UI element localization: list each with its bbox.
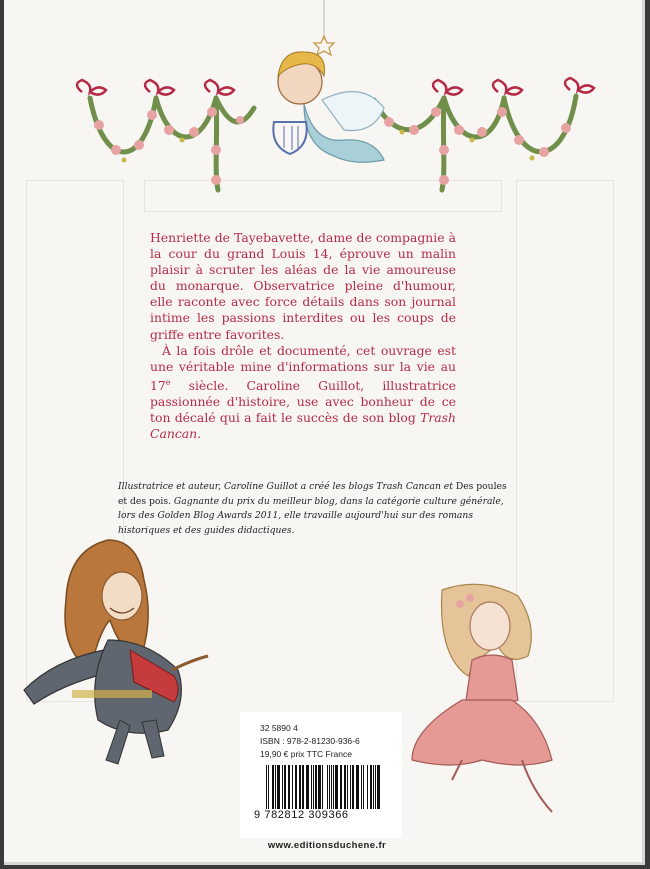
blurb-p2-part-a: À la fois drôle et documenté, cet ouvrage est une véritable mine d'informations sur la vie au 17: [150, 342, 456, 393]
barcode-bar: [350, 765, 351, 809]
barcode-bar: [313, 765, 314, 809]
cupid-illustration: [273, 52, 384, 162]
barcode-bar: [308, 765, 309, 809]
barcode-bar: [345, 765, 346, 809]
blurb-p2-end: .: [197, 426, 202, 442]
barcode-bar: [331, 765, 332, 809]
barcode-bar: [357, 765, 358, 809]
barcode-bar: [329, 765, 330, 809]
barcode-bar: [336, 765, 337, 809]
barcode-bar: [300, 765, 301, 809]
barcode-bar: [333, 765, 334, 809]
barcode-bar: [379, 765, 380, 809]
barcode-bar: [273, 765, 274, 809]
bio-part-1: Illustratrice et auteur, Caroline Guillot a créé les blogs Trash Cancan et: [118, 481, 456, 492]
bio-part-3: . Gagnante du prix du meilleur blog, dans la catégorie culture générale, lors des Golden Blog Awards 2011, elle travaille aujourd'hui sur des romans historiques et des guides didactiques.: [118, 495, 504, 536]
barcode-bar: [279, 765, 280, 809]
barcode-bar: [371, 765, 372, 809]
flower-garland-illustration: [4, 0, 642, 215]
barcode-bar: [278, 765, 279, 809]
barcode-bar: [315, 765, 316, 809]
barcode-bar: [370, 765, 371, 809]
barcode-bar: [285, 765, 286, 809]
barcode-bar: [319, 765, 320, 809]
blurb-paragraph-1: Henriette de Tayebavette, dame de compagnie à la cour du grand Louis 14, éprouve un malin plaisir à scruter les aléas de la vie amoureuse du monarque. Observatrice pleine d'humour, elle raconte avec force détails dans son journal intime les passions interdites ou les coups de griffe entre favorites.: [150, 230, 456, 342]
barcode-bar: [356, 765, 357, 809]
barcode-bar: [316, 765, 317, 809]
blurb-p2-part-b: siècle. Caroline Guillot, illustratrice passionnée d'histoire, use avec bonheur de ce ton décalé qui a fait le succès de son blog: [150, 377, 456, 426]
barcode-bar: [320, 765, 321, 809]
barcode-bar: [318, 765, 319, 809]
barcode-bar: [341, 765, 342, 809]
barcode-bar: [347, 765, 348, 809]
barcode-bar: [373, 765, 374, 809]
isbn-label: ISBN : 978-2-81230-936-6: [260, 736, 360, 746]
barcode-bar: [358, 765, 359, 809]
barcode-bar: [375, 765, 376, 809]
price-label: 19,90 € prix TTC France: [260, 749, 352, 759]
barcode-bar: [277, 765, 278, 809]
publisher-website[interactable]: www.editionsduchene.fr: [267, 840, 387, 851]
barcode-bar: [367, 765, 368, 809]
barcode-bar: [266, 765, 267, 809]
barcode-bar: [377, 765, 378, 809]
bio-blog-name: Des poules et des pois: [118, 481, 507, 507]
barcode-bar: [311, 765, 312, 809]
barcode-bar: [275, 765, 276, 809]
blurb-century-superscript: e: [165, 377, 171, 387]
barcode-bar: [303, 765, 304, 809]
barcode-bars: [266, 765, 382, 809]
barcode-bar: [337, 765, 338, 809]
barcode-bar: [352, 765, 353, 809]
blurb-blog-title: Trash Cancan: [150, 410, 456, 442]
barcode-digits: 9 782812 309366: [254, 809, 349, 821]
barcode-bar: [327, 765, 328, 809]
barcode-bar: [268, 765, 269, 809]
barcode-bar: [335, 765, 336, 809]
barcode-bar: [363, 765, 364, 809]
lady-illustration: [402, 580, 572, 820]
barcode-bar: [322, 765, 323, 809]
barcode-bar: [292, 765, 293, 809]
barcode-bar: [299, 765, 300, 809]
barcode-bar: [302, 765, 303, 809]
blurb-paragraph-2: [150, 343, 456, 443]
barcode-bar: [353, 765, 354, 809]
barcode-bar: [288, 765, 289, 809]
king-illustration: [12, 530, 242, 770]
barcode-bar: [289, 765, 290, 809]
barcode-bar: [344, 765, 345, 809]
barcode-bar: [282, 765, 283, 809]
product-code: 32 5890 4: [260, 723, 298, 733]
barcode-bar: [340, 765, 341, 809]
barcode-bar: [306, 765, 307, 809]
barcode-bar: [361, 765, 362, 809]
barcode-area: [240, 712, 402, 838]
barcode-bar: [307, 765, 308, 809]
back-cover: [4, 0, 645, 865]
barcode-bar: [272, 765, 273, 809]
book-blurb: [150, 230, 456, 442]
barcode-bar: [378, 765, 379, 809]
barcode-bar: [284, 765, 285, 809]
barcode-bar: [296, 765, 297, 809]
barcode-bar: [295, 765, 296, 809]
